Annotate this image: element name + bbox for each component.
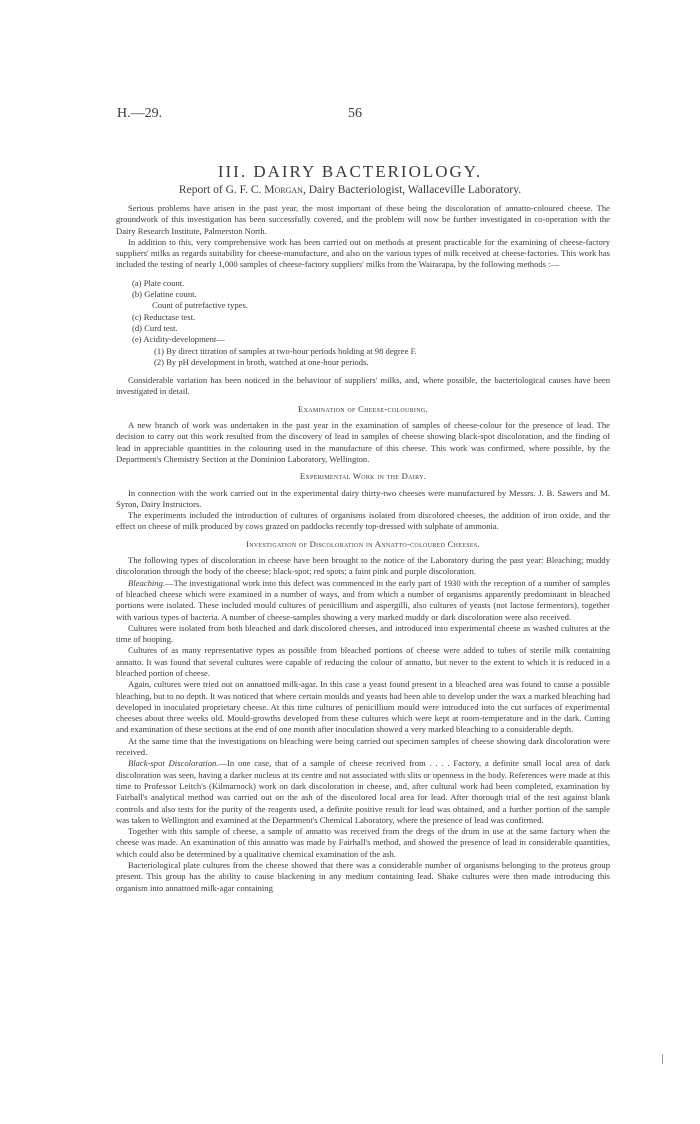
method-item: (a) Plate count. — [132, 277, 185, 288]
byline-suffix: , Dairy Bacteriologist, Wallaceville Laboratory. — [302, 184, 522, 196]
body-paragraph: Black-spot Discoloration.—In one case, that of a sample of cheese received from . . . . Factory, a definite small local area of dark discoloration was seen, having a darker nucleus at its centre and not associated with slits or openness in the body. References were made at this time to Professor Leitch's (Kilmarnock) work on dark discoloration in cheese, and, after cultural work had been completed, examination by Fairhall's analytical method was carried out on the ash of the discolored local area for lead. After thorough trial of the test against blank controls and also tests for the purity of the reagents used, a definite positive result for lead was obtained, and a further portion of the sample was taken to Wellington and examined at the Department's Chemical Laboratory, where the presence of lead was confirmed. — [116, 758, 610, 825]
report-byline — [0, 184, 700, 196]
body-paragraph: Considerable variation has been noticed in the behaviour of suppliers' milks, and, where possible, the bacteriological causes have been investigated in detail. — [116, 375, 610, 397]
page-number: 56 — [348, 106, 362, 121]
body-paragraph: Again, cultures were tried out on annattoed milk-agar. In this case a yeast found present in a bleached area was found to cause a possible bleaching, but to no depth. It was noticed that where certain moulds and yeasts had been able to develop under the wax a marked bleaching had developed in inoculated proprietary cheese. At this time cultures of penicillium mould were introduced into the cut surfaces of experimental cheeses about three weeks old. Mould-growths developed from these cultures which were kept at room-temperature and in the dark. Cutting and examination of these sections at the end of one month after inoculation showed a very marked bleaching to a considerable depth. — [116, 679, 610, 735]
body-paragraph: In connection with the work carried out in the experimental dairy thirty-two cheeses were manufactured by Messrs. J. B. Sawers and M. Syron, Dairy Instructors. — [116, 487, 610, 509]
body-paragraph: Cultures of as many representative types as possible from bleached portions of cheese were added to tubes of sterile milk containing annatto. It was found that several cultures were capable of reducing the colour of annatto, but never to the extent to which it is reduced in a bleached portion of cheese. — [116, 645, 610, 678]
method-item: (d) Curd test. — [132, 322, 178, 333]
body-paragraph: Cultures were isolated from both bleached and dark discolored cheeses, and introduced into experimental cheese as washed cultures at the time of hooping. — [116, 622, 610, 645]
body-paragraph: Bleaching.—The investigational work into this defect was commenced in the early part of 1930 with the reception of a number of samples of bleached cheese which were examined in a number of ways, and from which a number of organisms apparently predominant in bleached portions were isolated. These included mould cultures of penicillium and aspergilli, also cultures of yeasts (not lactose fermentors), together with various types of bacteria. A number of cheese-samples showing a very marked muddy or dark discoloration were also received. — [116, 577, 610, 622]
methods-list — [116, 278, 610, 368]
intro-paragraph: In addition to this, very comprehensive work has been carried out on methods at present practicable for the examining of cheese-factory suppliers' milks as regards suitability for cheese-manufacture, and also on the various types of milk received at cheese-factories. This work has included the testing of nearly 1,000 samples of cheese-factory suppliers' milks from the Wairarapa, by the following methods :— — [116, 236, 610, 270]
report-body — [116, 203, 610, 894]
section-title: III. DAIRY BACTERIOLOGY. — [217, 162, 483, 181]
body-paragraph: The experiments included the introduction of cultures of organisms isolated from discolored cheeses, the addition of iron oxide, and the effect on cheese of milk produced by cows grazed on paddocks recently top-dressed with sulphate of ammonia. — [116, 510, 610, 532]
section-heading: Investigation of Discoloration in Annatto-coloured Cheeses. — [246, 538, 480, 549]
run-in-label: Black-spot Discoloration. — [128, 758, 219, 769]
intro-paragraph: Serious problems have arisen in the past year, the most important of these being the discoloration of annatto-coloured cheese. The groundwork of this investigation has been successfully covered, and the problem will now be further investigated in co-operation with the Dairy Research Institute, Palmerston North. — [116, 203, 610, 236]
body-paragraph: Together with this sample of cheese, a sample of annatto was received from the dregs of the drum in use at the same factory when the cheese was made. An examination of this annatto was made by Fairhall's method, and showed the presence of lead in considerable quantities, which could also be determined by a qualitative chemical examination of the ash. — [116, 826, 610, 859]
body-paragraph: At the same time that the investigations on bleaching were being carried out specimen samples of cheese showing dark discoloration were received. — [116, 735, 610, 758]
body-paragraph: The following types of discoloration in cheese have been brought to the notice of the Laboratory during the past year: Bleaching; muddy discoloration through the body of the cheese; black-spot; red spots; a faint pink and purple discoloration. — [116, 555, 610, 577]
method-subitem: (1) By direct titration of samples at two-hour periods holding at 98 degree F. — [154, 345, 417, 356]
author-name: G. F. C. Morgan — [225, 184, 303, 196]
body-paragraph: A new branch of work was undertaken in the past year in the examination of samples of cheese-colour for the presence of lead. The decision to carry out this work resulted from the discovery of lead in samples of cheese showing black-spot discoloration, and the finding of lead in appreciable quantities in the colouring used in the manufacture of this cheese. This work was confirmed, where possible, by the Department's Chemistry Section at the Dominion Laboratory, Wellington. — [116, 420, 610, 464]
scan-mark — [662, 1054, 663, 1064]
body-paragraph: Bacteriological plate cultures from the cheese showed that there was a considerable number of organisms belonging to the proteus group present. This group has the ability to cause blackening in any medium containing lead. Shake cultures were then made introducing this organism into annattoed milk-agar containing — [116, 860, 610, 893]
method-item: (b) Gelatine count. — [132, 289, 197, 300]
method-item: Count of putrefactive types. — [152, 300, 248, 311]
method-subitem: (2) By pH development in broth, watched at one-hour periods. — [154, 356, 369, 367]
byline-prefix: Report of — [178, 184, 223, 196]
section-heading: Experimental Work in the Dairy. — [299, 471, 427, 482]
section-heading: Examination of Cheese-colouring. — [298, 403, 428, 414]
method-item: (c) Reductase test. — [132, 311, 196, 322]
method-item: (e) Acidity-development— — [132, 334, 225, 345]
page-reference: H.—29. — [117, 106, 163, 121]
run-in-label: Bleaching. — [128, 577, 165, 588]
